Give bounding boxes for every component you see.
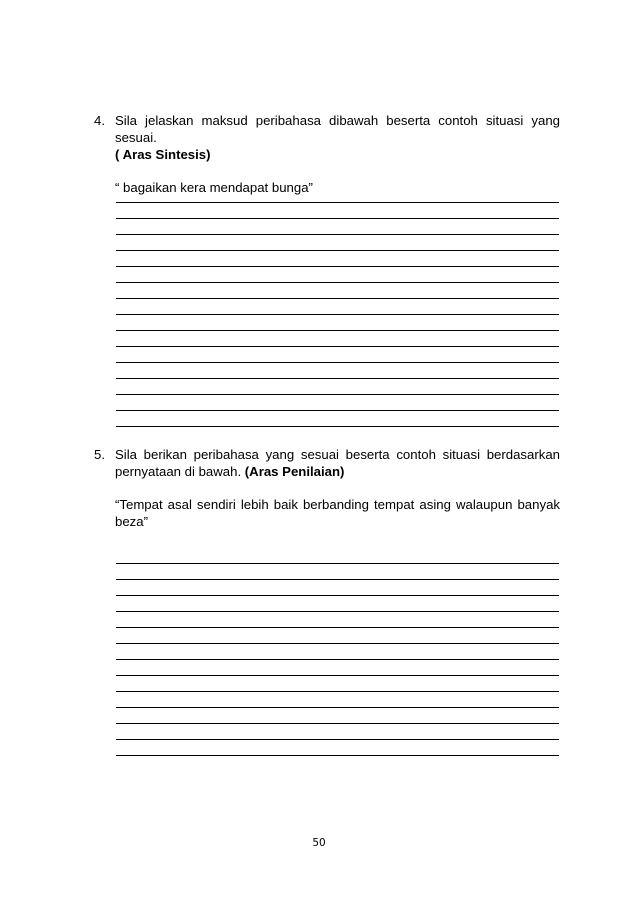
answer-line [116, 378, 559, 379]
page-number: 50 [312, 837, 326, 849]
question-text: Sila berikan peribahasa yang sesuai beserta contoh situasi berdasarkan pernyataan di bawah. [115, 447, 560, 479]
answer-line [116, 691, 559, 692]
answer-line [116, 282, 559, 283]
answer-line [116, 266, 559, 267]
answer-line [116, 675, 559, 676]
answer-line [116, 394, 559, 395]
question-number: 5. [94, 447, 105, 462]
answer-line [116, 346, 559, 347]
answer-line [116, 739, 559, 740]
answer-line [116, 595, 559, 596]
answer-line [116, 218, 559, 219]
question-level: (Aras Penilaian) [244, 464, 345, 479]
answer-line [116, 426, 559, 427]
answer-line [116, 330, 559, 331]
answer-line [116, 579, 559, 580]
answer-line [116, 314, 559, 315]
answer-line [116, 723, 559, 724]
answer-line [116, 643, 559, 644]
answer-line [116, 362, 559, 363]
answer-line [116, 627, 559, 628]
answer-line [116, 234, 559, 235]
answer-line [116, 298, 559, 299]
answer-line [116, 611, 559, 612]
proverb-quote: “ bagaikan kera mendapat bunga” [115, 180, 313, 195]
answer-line [116, 250, 559, 251]
question-4 [94, 112, 560, 196]
answer-line [116, 410, 559, 411]
question-level: ( Aras Sintesis) [115, 147, 211, 162]
answer-line [116, 755, 559, 756]
question-number: 4. [94, 113, 105, 128]
answer-line [116, 707, 559, 708]
statement-quote: “Tempat asal sendiri lebih baik berbanding tempat asing walaupun banyak beza” [115, 497, 560, 529]
question-5 [94, 446, 560, 530]
answer-line [116, 202, 559, 203]
answer-line [116, 563, 559, 564]
question-text: Sila jelaskan maksud peribahasa dibawah beserta contoh situasi yang sesuai. [115, 113, 560, 145]
answer-line [116, 659, 559, 660]
